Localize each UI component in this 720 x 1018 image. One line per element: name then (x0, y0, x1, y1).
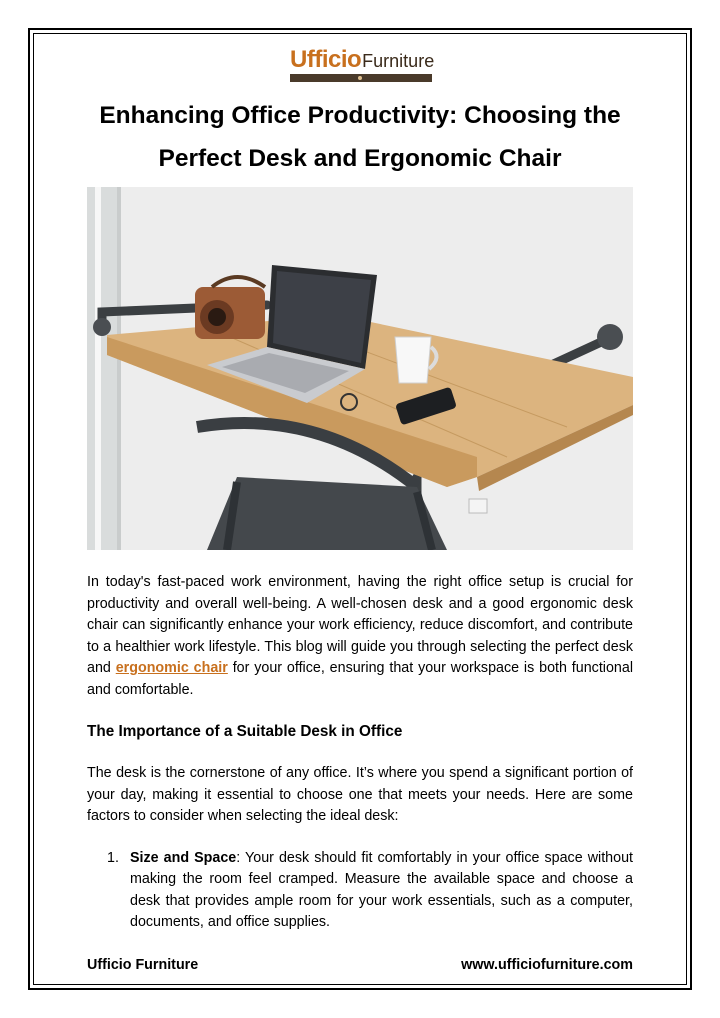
footer-website-link[interactable]: www.ufficiofurniture.com (461, 957, 633, 973)
intro-text-after: for your office, ensuring that your workspace is both functional and comfortable. (87, 660, 634, 698)
section-paragraph: The desk is the cornerstone of any office. It’s where you spend a significant portion of your day, making it essential to choose one that meets your needs. Here are some factors to consider when selecting the ideal desk: (87, 765, 633, 824)
footer-brand: Ufficio Furniture (87, 957, 199, 973)
intro-paragraph (87, 572, 633, 701)
pipe-flange-right (597, 324, 623, 350)
wall-outlet (469, 499, 487, 513)
factor-list (87, 848, 633, 934)
list-item-body (130, 848, 633, 934)
page-footer (87, 955, 633, 975)
pipe-flange-left (93, 318, 111, 336)
desk-illustration (87, 187, 633, 550)
logo-dot (358, 76, 362, 80)
logo-secondary-text: Furniture (362, 51, 435, 71)
list-item-text: : Your desk should fit comfortably in your office space without making the room feel cramped. Measure the available space and choose a desk that provides ample room for your work essentials, such as a computer, documents, and office supplies. (130, 849, 633, 930)
page-title: Enhancing Office Productivity: Choosing the Perfect Desk and Ergonomic Chair (99, 102, 621, 172)
intro-text-before: In today's fast-paced work environment, having the right office setup is crucial for productivity and overall well-being. A well-chosen desk and a good ergonomic desk chair can significantly enhance your work efficiency, reduce discomfort, and contribute to a healthier work lifestyle. This blog will guide you through selecting the perfect desk and (87, 574, 633, 676)
brand-logo[interactable] (290, 46, 435, 86)
article-body (87, 572, 633, 934)
ergonomic-chair-link[interactable]: ergonomic chair (115, 660, 228, 676)
section-heading: The Importance of a Suitable Desk in Office (87, 723, 403, 740)
list-item (107, 848, 633, 934)
list-item-number: 1. (107, 849, 119, 866)
logo-primary-text: Ufficio (290, 46, 362, 73)
hero-image (87, 187, 633, 550)
list-item-term: Size and Space (130, 849, 237, 866)
